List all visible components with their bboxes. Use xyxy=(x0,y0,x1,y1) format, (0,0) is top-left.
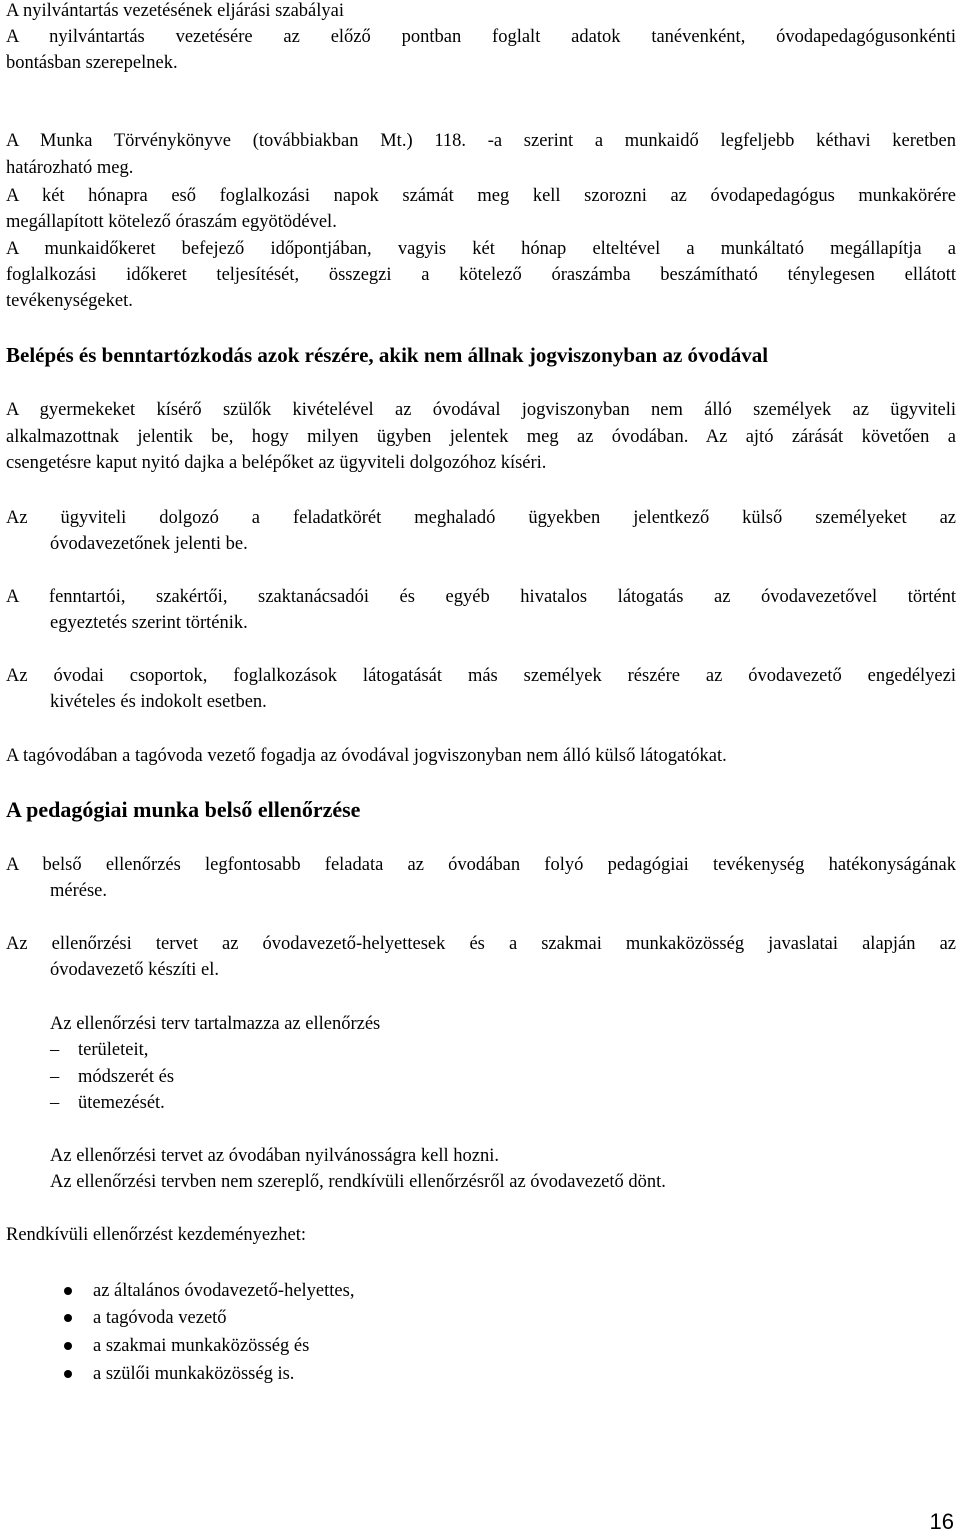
paragraph-line: A Munka Törvénykönyve (továbbiakban Mt.) 118. -a szerint a munkaidő legfeljebb kéthavi keretben xyxy=(6,131,956,151)
list-item-text: módszerét és xyxy=(78,1067,175,1087)
list-item-text: a szülői munkaközösség is. xyxy=(93,1364,295,1384)
paragraph xyxy=(6,262,956,288)
paragraph xyxy=(6,931,956,957)
paragraph-line: A gyermekeket kísérő szülők kivételével az óvodával jogviszonyban nem álló személyek az ügyviteli xyxy=(6,400,956,420)
dash-marker: – xyxy=(50,1093,60,1113)
paragraph-line: mérése. xyxy=(50,881,108,901)
plan-intro: Az ellenőrzési terv tartalmazza az ellenőrzés xyxy=(50,1014,381,1034)
paragraph xyxy=(6,852,956,878)
paragraph-line: csengetésre kaput nyitó dajka a belépőket az ügyviteli dolgozóhoz kíséri. xyxy=(6,453,547,473)
paragraph-line: megállapított kötelező óraszám egyötödével. xyxy=(6,212,337,232)
list-item-text: a szakmai munkaközösség és xyxy=(93,1336,310,1356)
page-number: 16 xyxy=(929,1509,954,1534)
paragraph-line: alkalmazottnak jelentik be, hogy milyen ügyben jelentek meg az óvodában. Az ajtó zárását követően a xyxy=(6,427,956,447)
paragraph xyxy=(6,183,956,209)
initiators-intro: Rendkívüli ellenőrzést kezdeményezhet: xyxy=(6,1225,306,1245)
list-item-text: területeit, xyxy=(78,1040,149,1060)
paragraph-line: A két hónapra eső foglalkozási napok számát meg kell szorozni az óvodapedagógus munkakörére xyxy=(6,186,956,206)
list-item-text: az általános óvodavezető-helyettes, xyxy=(93,1281,355,1301)
paragraph-line: óvodavezetőnek jelenti be. xyxy=(50,534,248,554)
bullet-icon xyxy=(64,1287,72,1295)
paragraph-line: Az ellenőrzési tervet az óvodában nyilvánosságra kell hozni. xyxy=(50,1146,499,1166)
paragraph-line: kivételes és indokolt esetben. xyxy=(50,692,267,712)
section-heading: A pedagógiai munka belső ellenőrzése xyxy=(6,797,361,822)
paragraph-line: tevékenységeket. xyxy=(6,291,133,311)
paragraph xyxy=(6,24,956,50)
list-item-text: a tagóvoda vezető xyxy=(93,1308,227,1328)
paragraph-line: bontásban szerepelnek. xyxy=(6,53,178,73)
bullet-icon xyxy=(64,1314,72,1322)
dash-marker: – xyxy=(50,1040,60,1060)
paragraph-line: A tagóvodában a tagóvoda vezető fogadja az óvodával jogviszonyban nem álló külső látogatókat. xyxy=(6,746,727,766)
paragraph xyxy=(6,424,956,450)
paragraph-line: foglalkozási időkeret teljesítését, összegzi a kötelező óraszámba beszámítható ténylegesen ellátott xyxy=(6,265,956,285)
section-heading: Belépés és benntartózkodás azok részére, akik nem állnak jogviszonyban az óvodával xyxy=(6,343,769,367)
paragraph-line: A fenntartói, szakértői, szaktanácsadói és egyéb hivatalos látogatás az óvodavezetővel történt xyxy=(6,587,956,607)
list-item-text: ütemezését. xyxy=(78,1093,165,1113)
paragraph xyxy=(6,505,956,531)
paragraph-line: A belső ellenőrzés legfontosabb feladata az óvodában folyó pedagógiai tevékenység hatékonyságának xyxy=(6,855,956,875)
paragraph-line: Az ügyviteli dolgozó a feladatkörét meghaladó ügyekben jelentkező külső személyeket az xyxy=(6,508,956,528)
paragraph xyxy=(6,236,956,262)
paragraph-line: óvodavezető készíti el. xyxy=(50,960,220,980)
bullet-icon xyxy=(64,1342,72,1350)
paragraph-line: egyeztetés szerint történik. xyxy=(50,613,248,633)
paragraph xyxy=(6,128,956,154)
paragraph-line: Az ellenőrzési tervben nem szereplő, rendkívüli ellenőrzésről az óvodavezető dönt. xyxy=(50,1172,666,1192)
bullet-icon xyxy=(64,1370,72,1378)
paragraph xyxy=(6,397,956,423)
paragraph-line: Az óvodai csoportok, foglalkozások látogatását más személyek részére az óvodavezető engedélyezi xyxy=(6,666,956,686)
paragraph xyxy=(6,663,956,689)
paragraph-line: A nyilvántartás vezetésére az előző pontban foglalt adatok tanévenként, óvodapedagógusonkénti xyxy=(6,27,956,47)
dash-marker: – xyxy=(50,1067,60,1087)
paragraph-line: határozható meg. xyxy=(6,158,134,178)
paragraph-line: Az ellenőrzési tervet az óvodavezető-helyettesek és a szakmai munkaközösség javaslatai alapján az xyxy=(6,934,956,954)
paragraph xyxy=(6,584,956,610)
paragraph-line: A munkaidőkeret befejező időpontjában, vagyis két hónap elteltével a munkáltató megállapítja a xyxy=(6,239,956,259)
section-title: A nyilvántartás vezetésének eljárási szabályai xyxy=(6,1,344,21)
